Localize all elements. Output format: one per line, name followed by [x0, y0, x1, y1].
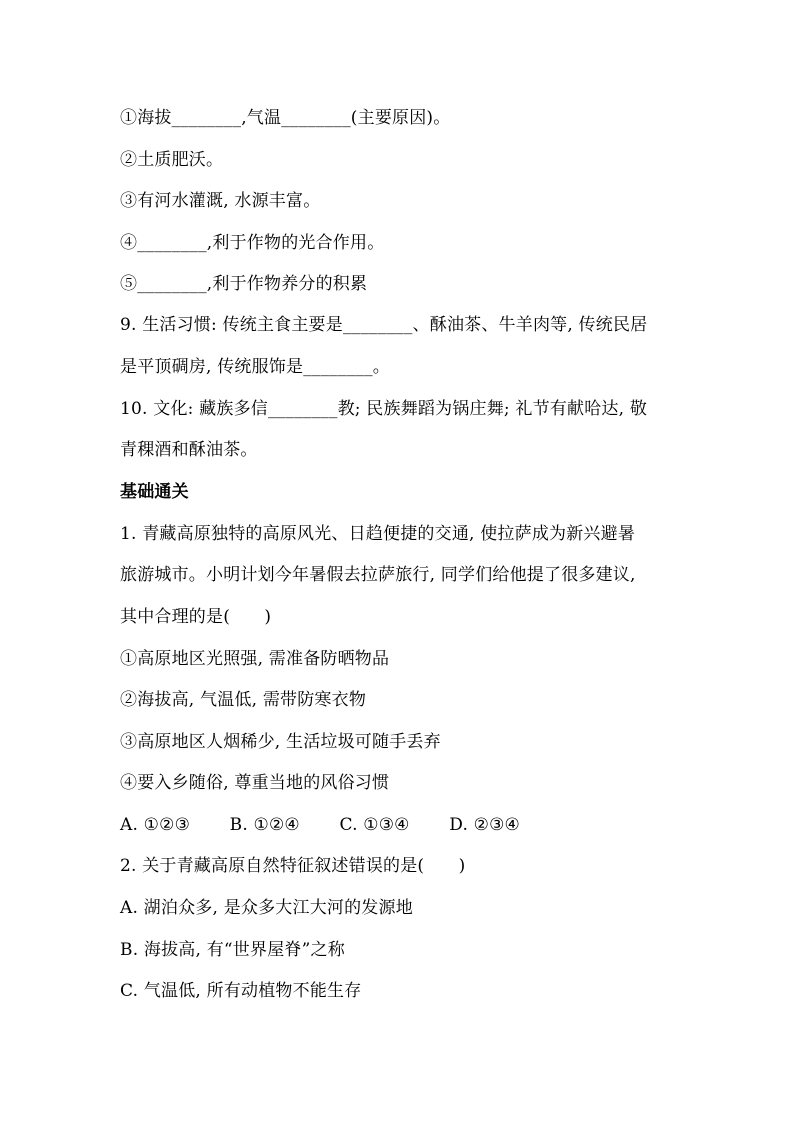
question-1-item: ②海拔高, 气温低, 需带防寒衣物: [120, 690, 367, 710]
text-line: ④________,利于作物的光合作用。: [120, 233, 385, 253]
text-line: ①海拔________,气温________(主要原因)。: [120, 108, 451, 128]
text-line: ②土质肥沃。: [120, 150, 224, 170]
text-line: 青稞酒和酥油茶。: [120, 440, 258, 460]
question-1-stem: 旅游城市。小明计划今年暑假去拉萨旅行, 同学们给他提了很多建议,: [120, 565, 636, 585]
question-1-stem: 其中合理的是( ): [120, 607, 272, 627]
question-1-options: [120, 814, 554, 836]
question-1-item: ③高原地区人烟稀少, 生活垃圾可随手丢弃: [120, 732, 441, 752]
question-1-stem: 1. 青藏高原独特的高原风光、日趋便捷的交通, 使拉萨成为新兴避暑: [120, 524, 636, 544]
option-c: C. ①③④: [339, 815, 410, 835]
text-line: 是平顶碉房, 传统服饰是________。: [120, 357, 391, 377]
text-line: ③有河水灌溉, 水源丰富。: [120, 191, 321, 211]
option-a: A. ①②③: [120, 815, 191, 835]
question-1-item: ④要入乡随俗, 尊重当地的风俗习惯: [120, 773, 390, 793]
question-2-stem: 2. 关于青藏高原自然特征叙述错误的是( ): [120, 856, 466, 876]
section-heading: 基础通关: [120, 482, 189, 502]
question-1-item: ①高原地区光照强, 需准备防晒物品: [120, 649, 390, 669]
option-d: D. ②③④: [449, 815, 520, 835]
question-2-option-b: B. 海拔高, 有“世界屋脊”之称: [120, 940, 345, 960]
option-b: B. ①②④: [229, 815, 300, 835]
question-2-option-c: C. 气温低, 所有动植物不能生存: [120, 981, 362, 1001]
text-line: 9. 生活习惯: 传统主食主要是________、酥油茶、牛羊肉等, 传统民居: [120, 315, 648, 335]
text-line: ⑤________,利于作物养分的积累: [120, 274, 368, 294]
question-2-option-a: A. 湖泊众多, 是众多大江大河的发源地: [120, 898, 413, 918]
text-line: 10. 文化: 藏族多信________教; 民族舞蹈为锅庄舞; 礼节有献哈达, 敬: [120, 399, 648, 419]
